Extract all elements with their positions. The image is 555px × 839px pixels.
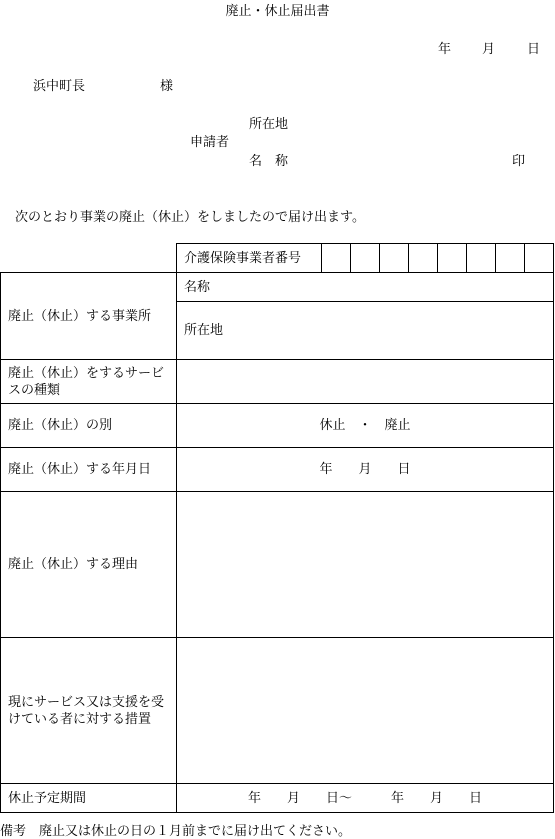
service-type-field[interactable] — [177, 360, 554, 404]
service-type-label: 廃止（休止）をするサービスの種類 — [1, 360, 177, 404]
closure-date-label: 廃止（休止）する年月日 — [1, 448, 177, 492]
office-location-field[interactable]: 所在地 — [177, 302, 554, 360]
applicant-name-label: 名 称 — [249, 154, 289, 169]
remarks-note: 備考 廃止又は休止の日の１月前までに届け出てください。 — [0, 824, 352, 839]
date-month-label: 月 — [482, 42, 496, 57]
reason-field[interactable] — [177, 492, 554, 638]
distinction-field[interactable]: 休止 ・ 廃止 — [177, 404, 554, 448]
honorific: 様 — [160, 79, 174, 94]
seal-mark: 印 — [512, 154, 526, 169]
office-name-field[interactable]: 名称 — [177, 273, 554, 302]
document-title: 廃止・休止届出書 — [225, 4, 330, 19]
provider-number-digit-cell[interactable] — [438, 244, 467, 273]
suspension-period-field[interactable]: 年 月 日～ 年 月 日 — [177, 784, 554, 813]
date-day-label: 日 — [527, 42, 541, 57]
provider-number-digit-cell[interactable] — [496, 244, 525, 273]
office-label: 廃止（休止）する事業所 — [1, 273, 177, 360]
intro-sentence: 次のとおり事業の廃止（休止）をしましたので届け出ます。 — [15, 210, 365, 225]
provider-number-digit-cell[interactable] — [380, 244, 409, 273]
date-year-label: 年 — [438, 42, 452, 57]
applicant-label: 申請者 — [190, 135, 230, 150]
provider-number-digit-cell[interactable] — [467, 244, 496, 273]
provider-number-label: 介護保険事業者番号 — [177, 244, 322, 273]
suspension-period-label: 休止予定期間 — [1, 784, 177, 813]
provider-number-digit-cell[interactable] — [351, 244, 380, 273]
distinction-label: 廃止（休止）の別 — [1, 404, 177, 448]
applicant-location-label: 所在地 — [249, 117, 289, 132]
addressee: 浜中町長 — [33, 79, 86, 94]
measures-label: 現にサービス又は支援を受けている者に対する措置 — [1, 638, 177, 784]
reason-label: 廃止（休止）する理由 — [1, 492, 177, 638]
provider-number-digit-cell[interactable] — [409, 244, 438, 273]
closure-date-field[interactable]: 年 月 日 — [177, 448, 554, 492]
provider-number-digit-cell[interactable] — [525, 244, 554, 273]
provider-number-digit-cell[interactable] — [322, 244, 351, 273]
notification-form-table — [0, 243, 554, 813]
blank-cell — [1, 244, 177, 273]
measures-field[interactable] — [177, 638, 554, 784]
